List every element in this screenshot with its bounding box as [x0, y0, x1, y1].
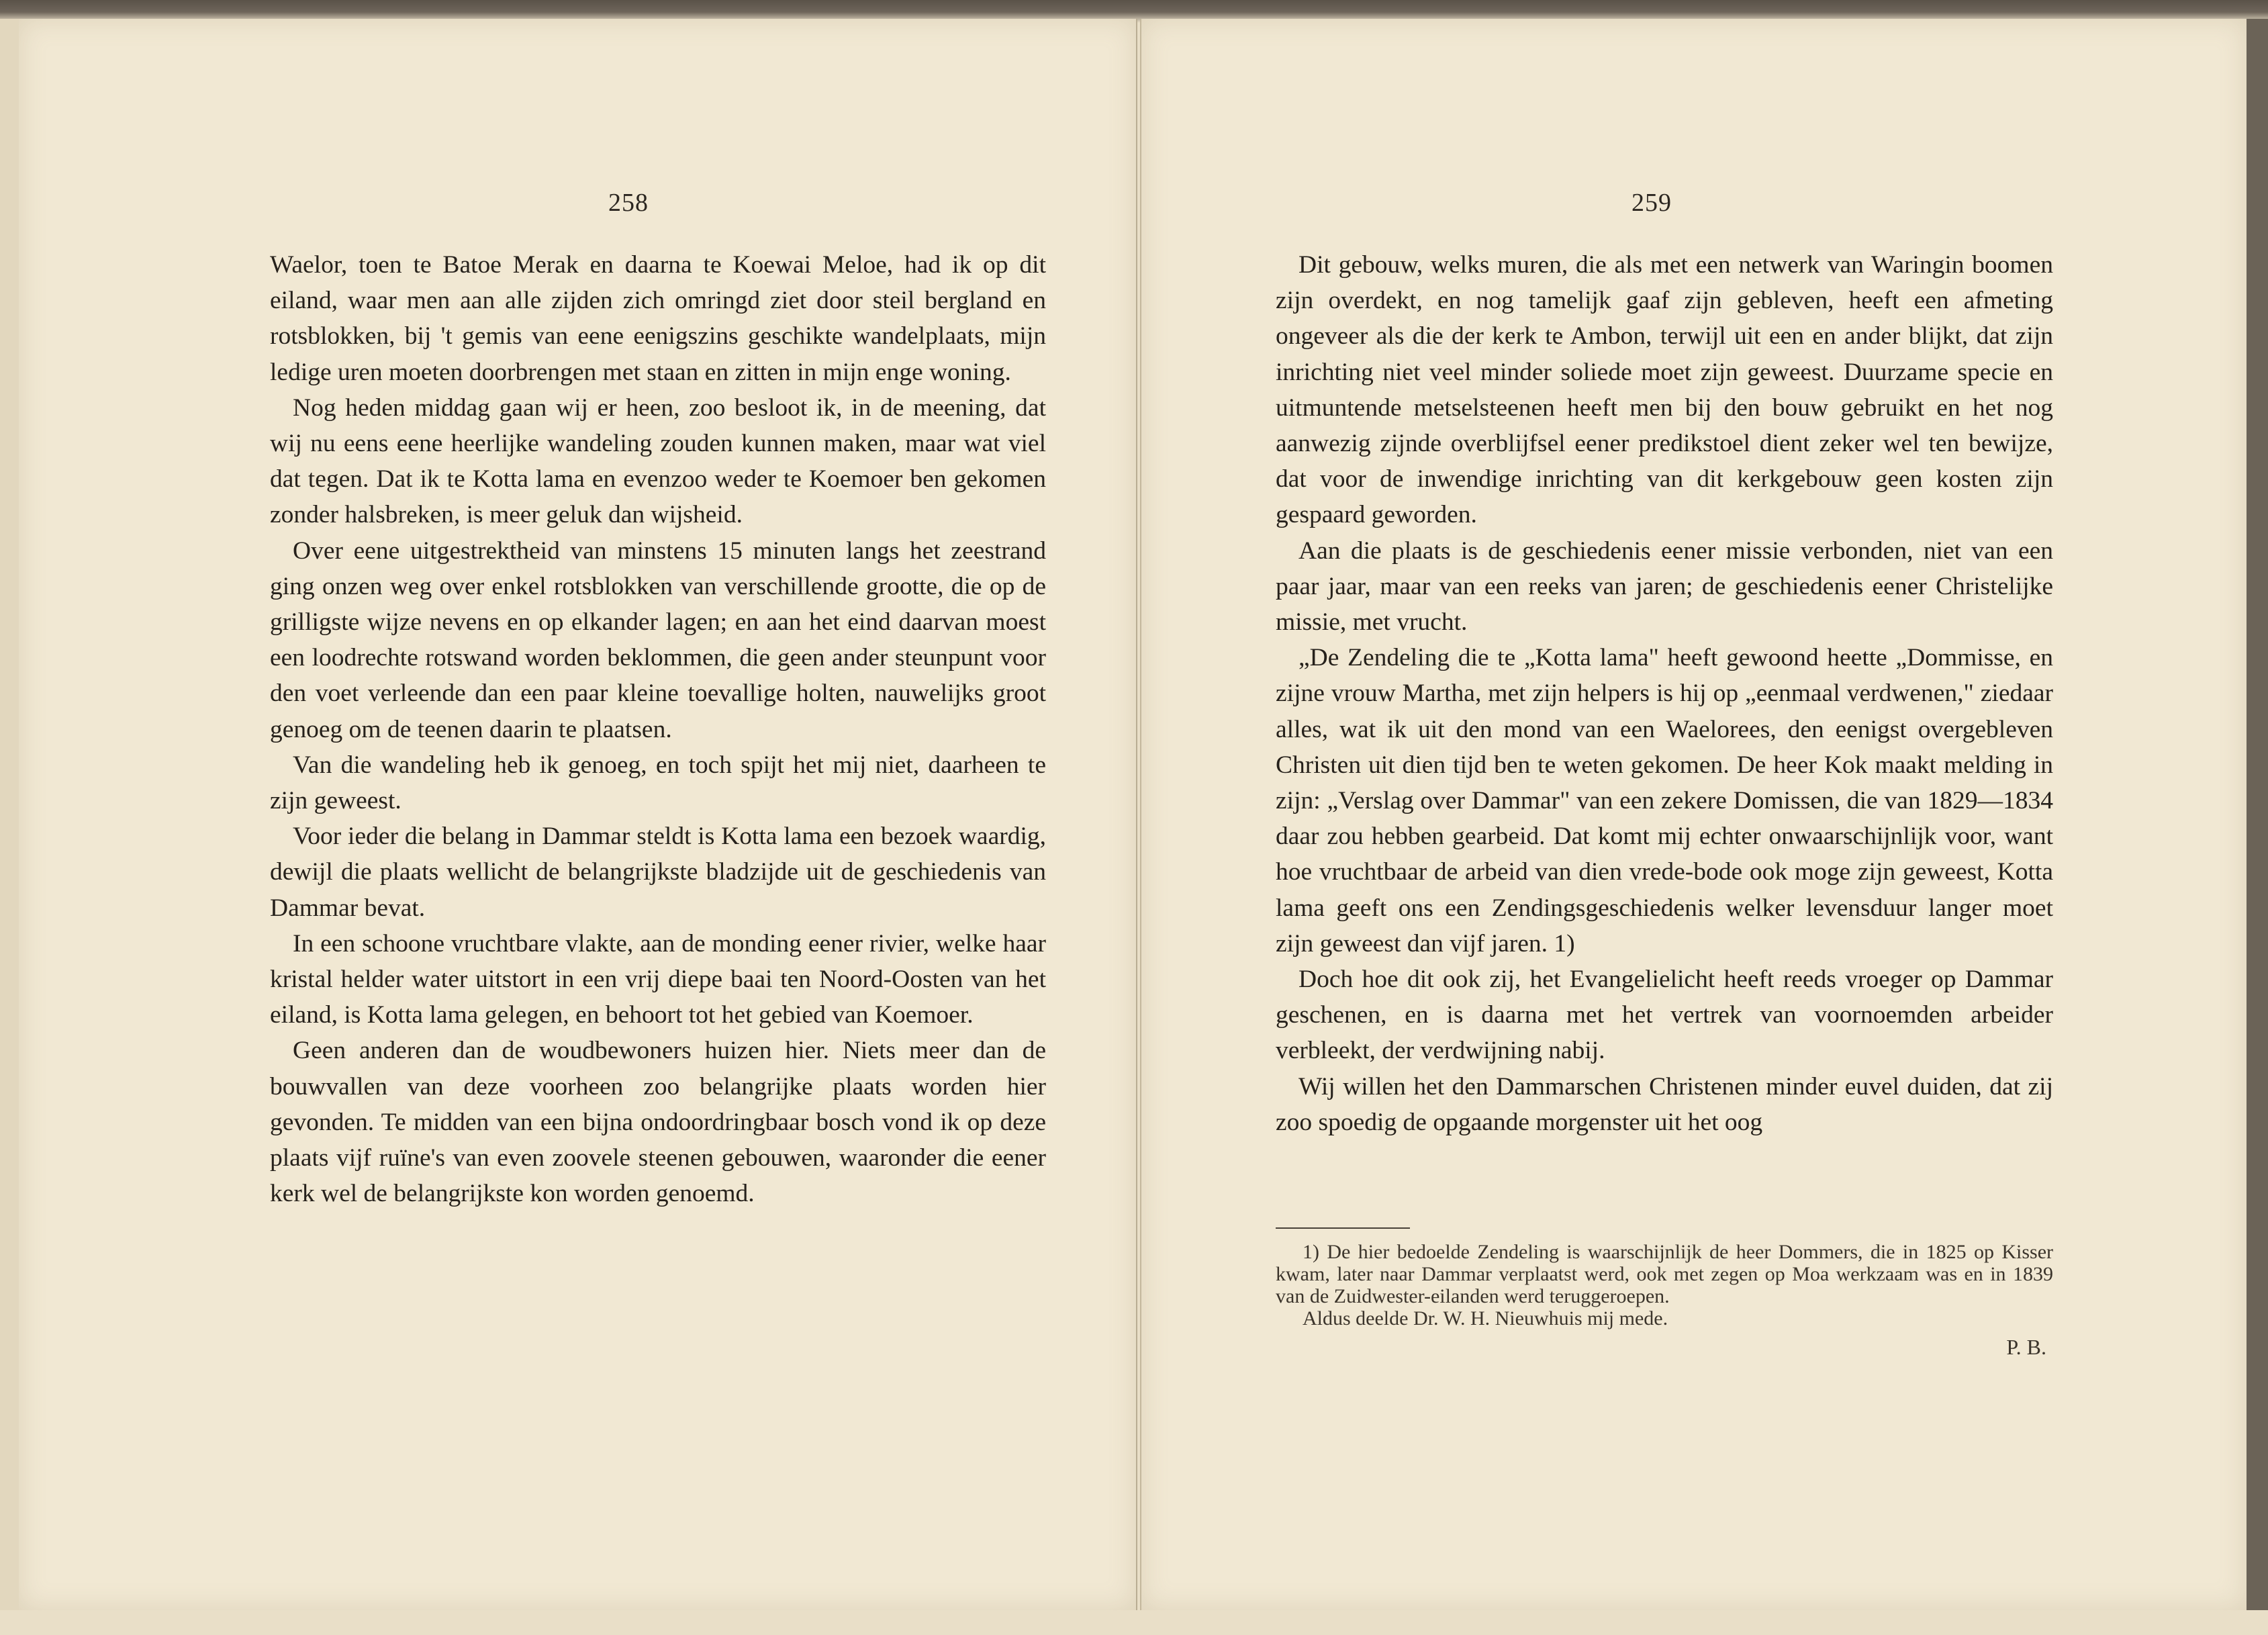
- right-page-text: [1276, 247, 2053, 1140]
- left-page-edge: [0, 19, 19, 1610]
- paragraph: Doch hoe dit ook zij, het Evangelielicht heeft reeds vroeger op Dammar geschenen, en is daarna met het vertrek van voornoemden arbeider verbleekt, der verdwijning nabij.: [1276, 966, 2053, 1065]
- paragraph: Over eene uitgestrektheid van minstens 15 minuten langs het zeestrand ging onzen weg over enkel rotsblokken van verschillende grootte, die op de grilligste wijze nevens en op elkander lagen; en aan het eind daarvan moest een loodrechte rotswand worden beklommen, die geen ander steunpunt voor den voet verleende dan een paar kleine toevallige holten, nauwelijks groot genoeg om de teenen daarin te plaatsen.: [270, 536, 1046, 743]
- paragraph: „De Zendeling die te „Kotta lama" heeft gewoond heette „Dommisse, en zijne vrouw Martha, met zijn helpers is hij op „eenmaal verdwenen," ziedaar alles, wat ik uit den mond van een Waelorees, den eenigst overgebleven Christen uit dien tijd ben te weten gekomen. De heer Kok maakt melding in zijn: „Verslag over Dammar" van een zekere Domissen, die van 1829—1834 daar zou hebben gearbeid. Dat komt mij echter onwaarschijnlijk voor, want hoe vruchtbaar de arbeid van dien vrede-bode ook moge zijn geweest, Kotta lama geeft ons een Zendingsgeschiedenis welker levensduur langer moet zijn geweest dan vijf jaren. 1): [1276, 644, 2053, 957]
- paragraph: Voor ieder die belang in Dammar steldt is Kotta lama een bezoek waardig, dewijl die plaats wellicht de belangrijkste bladzijde uit de geschiedenis van Dammar bevat.: [270, 823, 1046, 922]
- footnote: Aldus deelde Dr. W. H. Nieuwhuis mij mede.: [1303, 1307, 1668, 1329]
- footnotes: [1276, 1241, 2053, 1358]
- paragraph: Waelor, toen te Batoe Merak en daarna te Koewai Meloe, had ik op dit eiland, waar men aan alle zijden zich omringd ziet door steil bergland en rotsblokken, bij 't gemis van eene eenigszins geschikte wandelplaats, mijn ledige uren moeten doorbrengen met staan en zitten in mijn enge woning.: [270, 251, 1046, 386]
- right-page: [1140, 19, 2247, 1610]
- paragraph: In een schoone vruchtbare vlakte, aan de monding eener rivier, welke haar kristal helder water uitstort in een vrij diepe baai ten Noord-Oosten van het eiland, is Kotta lama gelegen, en behoort tot het gebied van Koemoer.: [270, 929, 1046, 1029]
- paragraph: Geen anderen dan de woudbewoners huizen hier. Niets meer dan de bouwvallen van deze voorheen zoo belangrijke plaats worden hier gevonden. Te midden van een bijna ondoordringbaar bosch vond ik op deze plaats vijf ruïne's van even zoovele steenen gebouwen, waaronder die eener kerk wel de belangrijkste kon worden genoemd.: [270, 1037, 1046, 1208]
- paragraph: Dit gebouw, welks muren, die als met een netwerk van Waringin boomen zijn overdekt, en nog tamelijk gaaf zijn gebleven, heeft een afmeting ongeveer als die der kerk te Ambon, terwijl uit een en ander blijkt, dat zijn inrichting niet veel minder soliede moet zijn geweest. Duurzame specie en uitmuntende metselsteenen heeft men bij den bouw gebruikt en het nog aanwezig zijnde overblijfsel eener predikstoel dient zeker wel ten bewijze, dat voor de inwendige inrichting van dit kerkgebouw geen kosten zijn gespaard geworden.: [1276, 251, 2053, 529]
- page-number-left: 258: [608, 189, 649, 217]
- page-number-right: 259: [1632, 189, 1672, 217]
- left-page: [19, 19, 1137, 1610]
- footnote: 1) De hier bedoelde Zendeling is waarschijnlijk de heer Dommers, die in 1825 op Kisser kwam, later naar Dammar verplaatst werd, ook met zegen op Moa werkzaam was en in 1839 van de Zuidwester-eilanden werd teruggeroepen.: [1276, 1241, 2053, 1307]
- paragraph: Wij willen het den Dammarschen Christenen minder euvel duiden, dat zij zoo spoedig de opgaande morgenster uit het oog: [1276, 1072, 2053, 1136]
- footnote-signature: P. B.: [2006, 1335, 2046, 1359]
- left-page-text: [270, 247, 1046, 1211]
- paragraph: Van die wandeling heb ik genoeg, en toch spijt het mij niet, daarheen te zijn geweest.: [270, 751, 1046, 815]
- paragraph: Nog heden middag gaan wij er heen, zoo besloot ik, in de meening, dat wij nu eens eene heerlijke wandeling zouden kunnen maken, maar wat viel dat tegen. Dat ik te Kotta lama en evenzoo weder te Koemoer ben gekomen zonder halsbreken, is meer geluk dan wijsheid.: [270, 393, 1046, 529]
- footnote-divider: [1276, 1227, 1410, 1229]
- paragraph: Aan die plaats is de geschiedenis eener missie verbonden, niet van een paar jaar, maar van een reeks van jaren; de geschiedenis eener Christelijke missie, met vrucht.: [1276, 536, 2053, 637]
- right-page-edge: [2245, 19, 2268, 1610]
